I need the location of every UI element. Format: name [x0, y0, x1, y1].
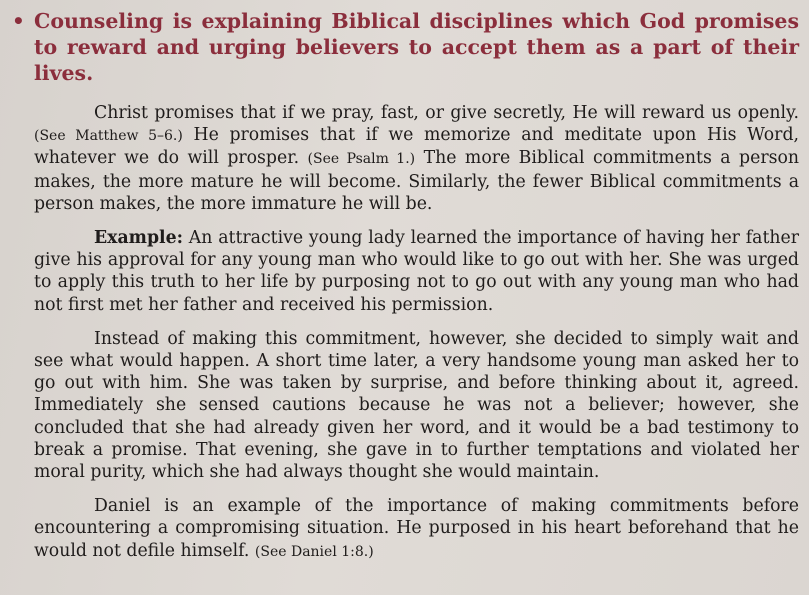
paragraph-sentence: The more Biblical commitments a person makes, the more mature he will become. Similarly, the fewer Biblical commitments a person makes, the more immature he will be.	[34, 148, 800, 214]
paragraph-sentence: He promises that if we memorize and meditate upon His Word, whatever we do will prosper.	[34, 125, 799, 169]
scripture-reference: (See Matthew 5–6.)	[34, 128, 183, 145]
paragraph-story	[34, 328, 799, 483]
paragraph-text: Daniel is an example of the importance of making commitments before encountering a compromising situation. He purposed in his heart beforehand that he would not defile himself.	[34, 496, 799, 561]
bullet-heading	[12, 8, 799, 86]
heading-text: Counseling is explaining Biblical disciplines which God promises to reward and urging believers to accept them as a part of their lives.	[34, 9, 799, 85]
paragraph-promises	[34, 102, 799, 215]
paragraph-text: An attractive young lady learned the importance of having her father give his approval for any young man who would like to go out with her. She was urged to apply this truth to her life by purposing not to go out with any young man who had not first met her father and received his permission.	[34, 228, 800, 315]
scripture-reference: (See Psalm 1.)	[307, 151, 416, 168]
paragraph-example	[34, 227, 799, 316]
paragraph-daniel	[34, 495, 799, 563]
body-text	[12, 102, 799, 563]
bullet-icon: •	[12, 9, 25, 33]
example-label: Example:	[94, 228, 183, 249]
paragraph-text: Instead of making this commitment, however, she decided to simply wait and see what would happen. A short time later, a very handsome young man asked her to go out with him. She was taken by surprise, and before thinking about it, agreed. Immediately she sensed cautions because he was not a believer; however, she concluded that she had already given her word, and it would be a bad testimony to break a promise. That evening, she gave in to further temptations and violated her moral purity, which she had always thought she would maintain.	[34, 328, 799, 483]
paragraph-sentence: Christ promises that if we pray, fast, or give secretly, He will reward us openly.	[94, 103, 799, 123]
scripture-reference: (See Daniel 1:8.)	[254, 543, 374, 560]
